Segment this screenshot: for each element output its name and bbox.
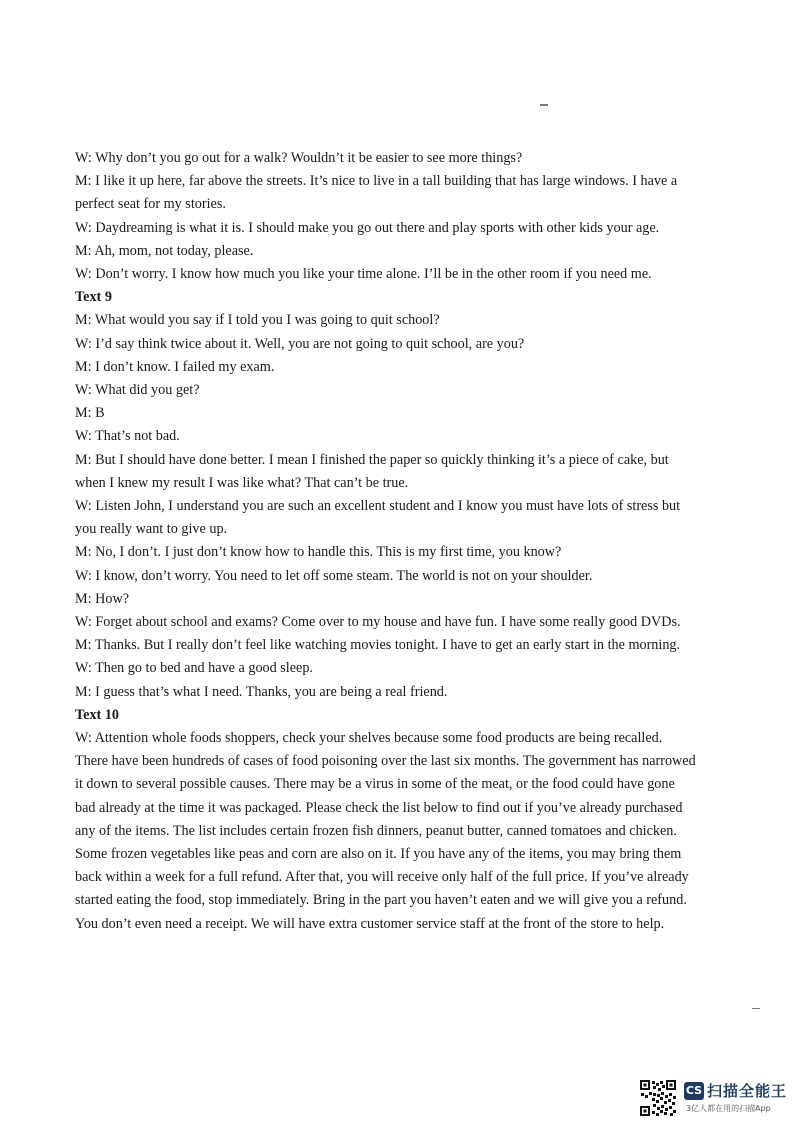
transcript-line: M: Thanks. But I really don’t feel like watching movies tonight. I have to get an early start in the morning. (75, 637, 681, 654)
transcript-line: M: B (75, 405, 105, 422)
transcript-line: M: No, I don’t. I just don’t know how to handle this. This is my first time, you know? (75, 544, 562, 561)
transcript-line: started eating the food, stop immediately. Bring in the part you haven’t eaten and we will give you a refund. (75, 892, 687, 909)
transcript-line: M: What would you say if I told you I was going to quit school? (75, 312, 440, 329)
transcript-line: M: How? (75, 590, 129, 607)
transcript-line: W: What did you get? (75, 382, 200, 398)
transcript-line: You don’t even need a receipt. We will have extra customer service staff at the front of the store to help. (75, 915, 665, 932)
transcript-line: M: I like it up here, far above the streets. It’s nice to live in a tall building that has large windows. I have a (75, 173, 678, 190)
section-heading: Text 10 (75, 706, 120, 723)
transcript-line: it down to several possible causes. There may be a virus in some of the meat, or the food could have gone (75, 776, 675, 793)
transcript-line: you really want to give up. (75, 521, 228, 538)
transcript-line: W: Why don’t you go out for a walk? Wouldn’t it be easier to see more things? (75, 150, 523, 166)
transcript-line: bad already at the time it was packaged. Please check the list below to find out if you’ve already purchased (75, 799, 683, 816)
scanner-watermark (640, 1080, 790, 1116)
transcript-line: W: I know, don’t worry. You need to let off some steam. The world is not on your shoulder. (75, 567, 593, 584)
transcript-line: W: Listen John, I understand you are such an excellent student and I know you must have lots of stress but (75, 498, 681, 514)
scanner-tagline: 3亿人都在用的扫描App (686, 1104, 771, 1113)
transcript-line: M: But I should have done better. I mean I finished the paper so quickly thinking it’s a piece of cake, but (75, 451, 669, 468)
transcript-line: W: I’d say think twice about it. Well, you are not going to quit school, are you? (75, 335, 525, 352)
transcript-line: M: Ah, mom, not today, please. (75, 242, 254, 259)
transcript-line: W: Forget about school and exams? Come over to my house and have fun. I have some really good DVDs. (75, 614, 681, 630)
transcript-line: any of the items. The list includes certain frozen fish dinners, peanut butter, canned tomatoes and chicken. (75, 822, 677, 839)
scan-speck (752, 1008, 760, 1009)
transcript-line: W: That’s not bad. (75, 428, 180, 445)
transcript-line: W: Don’t worry. I know how much you like your time alone. I’ll be in the other room if you need me. (75, 266, 652, 282)
transcript-line: M: I don’t know. I failed my exam. (75, 358, 275, 375)
qr-code-icon (640, 1080, 676, 1116)
camscanner-logo-badge: CS (684, 1082, 704, 1100)
transcript-line: W: Then go to bed and have a good sleep. (75, 660, 313, 677)
transcript-line: when I knew my result I was like what? That can’t be true. (75, 474, 409, 491)
transcript-line: W: Daydreaming is what it is. I should make you go out there and play sports with other kids your age. (75, 219, 660, 236)
transcript-line: Some frozen vegetables like peas and corn are also on it. If you have any of the items, you may bring them (75, 846, 682, 862)
transcript-line: M: I guess that’s what I need. Thanks, you are being a real friend. (75, 683, 448, 700)
scan-speck (540, 104, 548, 106)
transcript-line: There have been hundreds of cases of food poisoning over the last six months. The government has narrowed (75, 753, 696, 770)
section-heading: Text 9 (75, 289, 112, 306)
transcript-line: perfect seat for my stories. (75, 196, 226, 213)
transcript-line: back within a week for a full refund. After that, you will receive only half of the full price. If you’ve already (75, 869, 689, 886)
transcript-line: W: Attention whole foods shoppers, check your shelves because some food products are being recalled. (75, 730, 663, 746)
scanner-app-name: 扫描全能王 (707, 1082, 788, 1100)
